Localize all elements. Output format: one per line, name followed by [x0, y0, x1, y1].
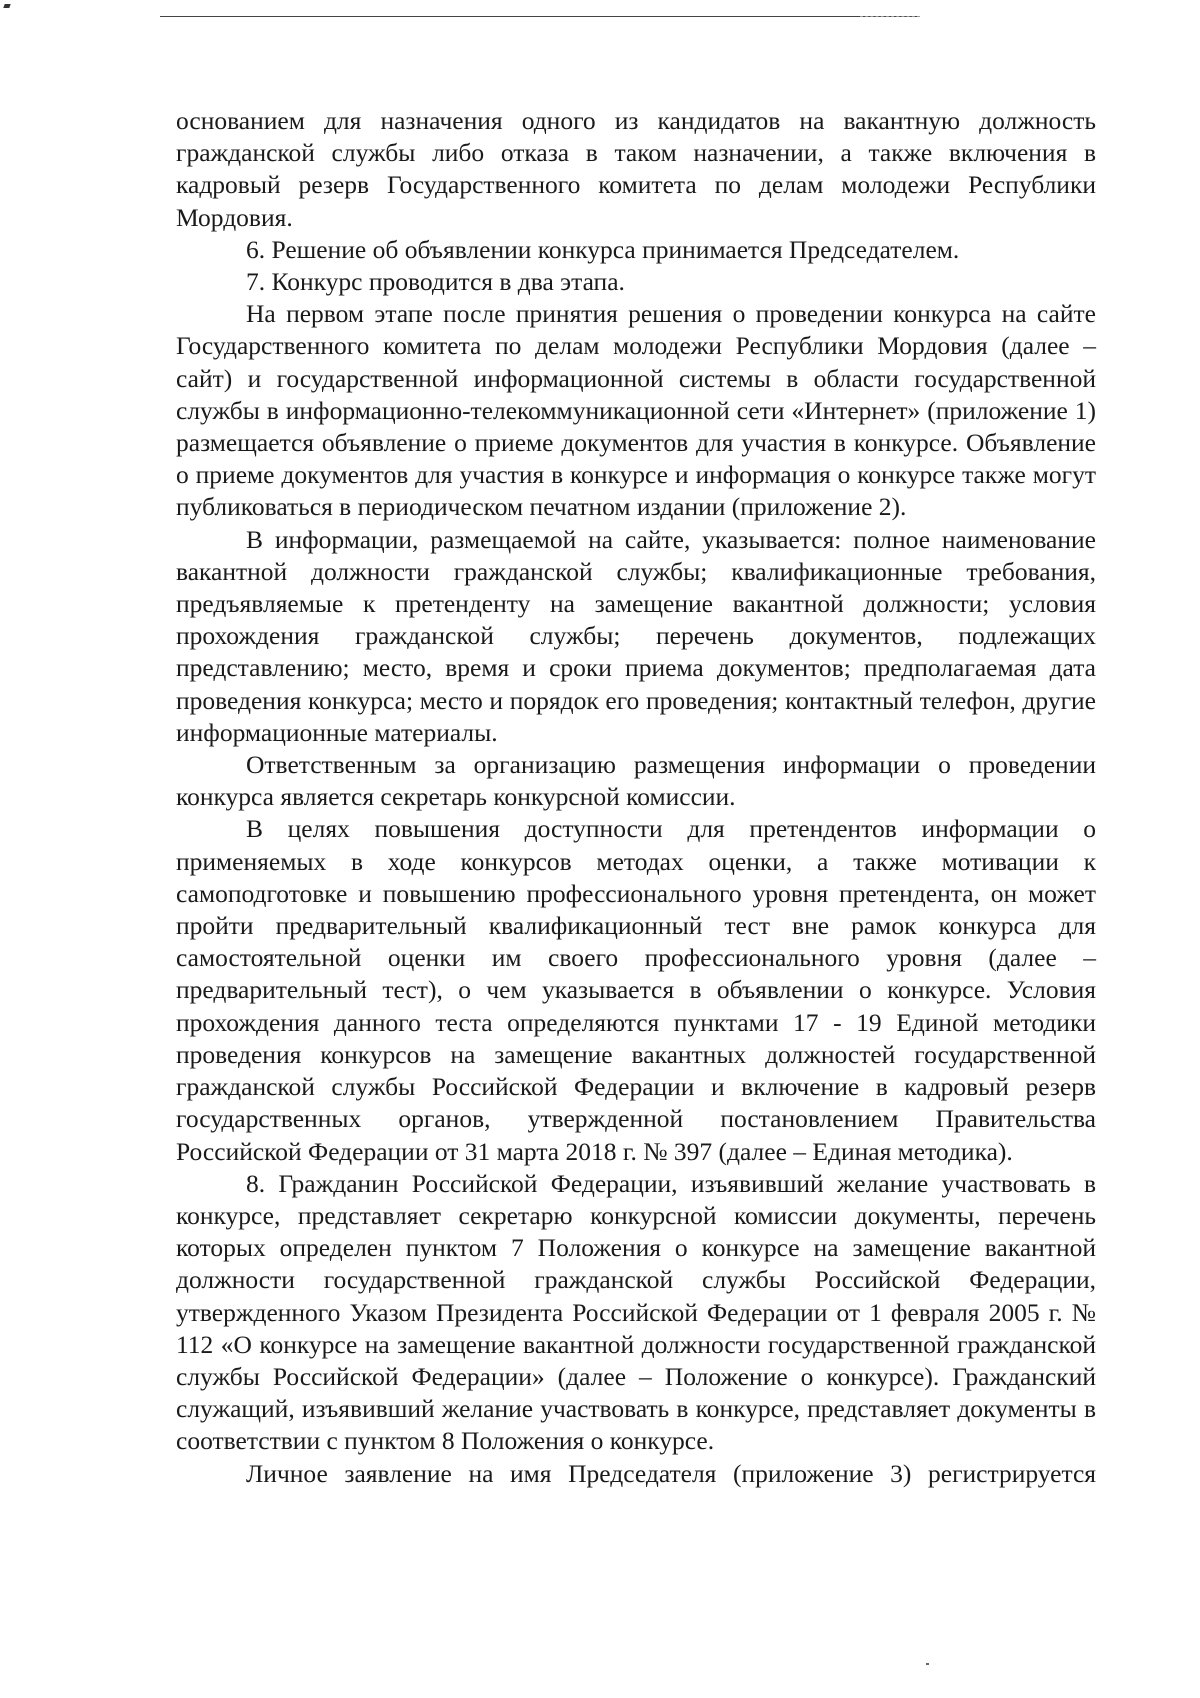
paragraph-item-8: 8. Гражданин Российской Федерации, изъявивший желание участвовать в конкурсе, представляет секретарю конкурсной комиссии документы, перечень которых определен пунктом 7 Положения о конкурсе на замещение вакантной должности государственной гражданской службы Российской Федерации, утвержденного Указом Президента Российской Федерации от 1 февраля 2005 г. № 112 «О конкурсе на замещение вакантной должности государственной гражданской службы Российской Федерации» (далее – Положение о конкурсе). Гражданский служащий, изъявивший желание участвовать в конкурсе, представляет документы в соответствии с пунктом 8 Положения о конкурсе.	[176, 1168, 1096, 1456]
paragraph-site-information: В информации, размещаемой на сайте, указывается: полное наименование вакантной должности гражданской службы; квалификационные требования, предъявляемые к претенденту на замещение вакантной должности; условия прохождения гражданской службы; перечень документов, подлежащих представлению; место, время и сроки приема документов; предполагаемая дата проведения конкурса; место и порядок его проведения; контактный телефон, другие информационные материалы.	[176, 524, 1096, 747]
scan-artifact-mark	[3, 4, 10, 8]
paragraph-preliminary-test: В целях повышения доступности для претендентов информации о применяемых в ходе конкурсов методах оценки, а также мотивации к самоподготовке и повышению профессионального уровня претендента, он может пройти предварительный квалификационный тест вне рамок конкурса для самостоятельной оценки им своего профессионального уровня (далее – предварительный тест), о чем указывается в объявлении о конкурсе. Условия прохождения данного теста определяются пунктами 17 - 19 Единой методики проведения конкурсов на замещение вакантных должностей государственной гражданской службы Российской Федерации и включение в кадровый резерв государственных органов, утвержденной постановлением Правительства Российской Федерации от 31 марта 2018 г. № 397 (далее – Единая методика).	[176, 814, 1096, 1166]
document-body	[176, 105, 1096, 1490]
paragraph-personal-application: Личное заявление на имя Председателя (приложение 3) регистрируется	[246, 1458, 1096, 1488]
paragraph-item-7: 7. Конкурс проводится в два этапа.	[246, 267, 625, 297]
paragraph-item-6: 6. Решение об объявлении конкурса принимается Председателем.	[246, 234, 960, 264]
top-divider-faint-line	[860, 16, 920, 17]
scan-artifact-dot	[926, 1663, 929, 1665]
paragraph-continuation: основанием для назначения одного из кандидатов на вакантную должность гражданской службы либо отказа в таком назначении, а также включения в кадровый резерв Государственного комитета по делам молодежи Республики Мордовия.	[176, 106, 1096, 232]
paragraph-first-stage: На первом этапе после принятия решения о проведении конкурса на сайте Государственного комитета по делам молодежи Республики Мордовия (далее – сайт) и государственной информационной системы в области государственной службы в информационно-телекоммуникационной сети «Интернет» (приложение 1) размещается объявление о приеме документов для участия в конкурсе. Объявление о приеме документов для участия в конкурсе и информация о конкурсе также могут публиковаться в периодическом печатном издании (приложение 2).	[176, 299, 1096, 522]
paragraph-responsible-person: Ответственным за организацию размещения информации о проведении конкурса является секретарь конкурсной комиссии.	[176, 750, 1096, 812]
top-divider-line	[160, 16, 920, 17]
